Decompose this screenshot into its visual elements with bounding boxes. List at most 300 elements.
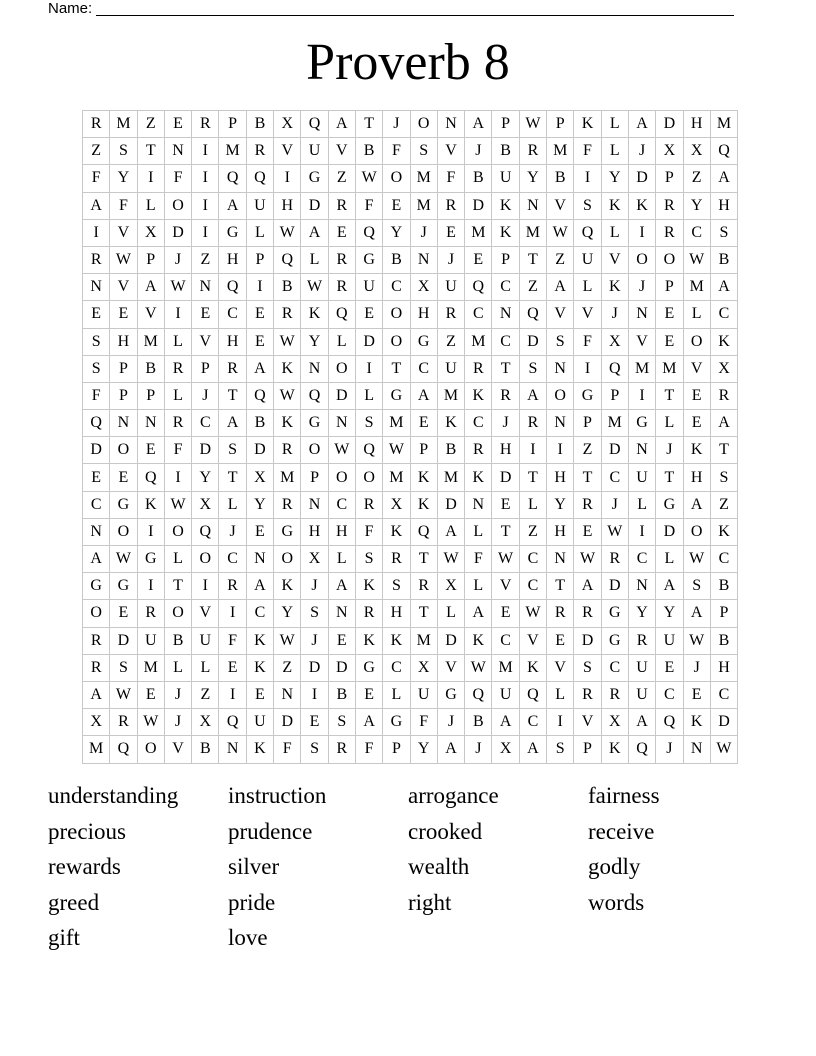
grid-cell[interactable]: O: [328, 355, 355, 382]
grid-cell[interactable]: E: [246, 328, 273, 355]
grid-cell[interactable]: O: [274, 546, 301, 573]
grid-cell[interactable]: P: [110, 382, 137, 409]
grid-cell[interactable]: E: [547, 627, 574, 654]
grid-cell[interactable]: J: [656, 736, 683, 763]
grid-cell[interactable]: N: [246, 546, 273, 573]
grid-cell[interactable]: B: [465, 165, 492, 192]
grid-cell[interactable]: S: [574, 192, 601, 219]
grid-cell[interactable]: F: [355, 192, 382, 219]
grid-cell[interactable]: Q: [83, 410, 110, 437]
grid-cell[interactable]: A: [492, 709, 519, 736]
grid-cell[interactable]: T: [355, 111, 382, 138]
grid-cell[interactable]: N: [110, 410, 137, 437]
grid-cell[interactable]: X: [683, 138, 710, 165]
grid-cell[interactable]: G: [219, 219, 246, 246]
grid-cell[interactable]: P: [574, 736, 601, 763]
grid-cell[interactable]: E: [683, 382, 710, 409]
grid-cell[interactable]: N: [547, 546, 574, 573]
grid-cell[interactable]: P: [219, 111, 246, 138]
grid-cell[interactable]: P: [246, 246, 273, 273]
grid-cell[interactable]: R: [355, 600, 382, 627]
grid-cell[interactable]: C: [465, 301, 492, 328]
grid-cell[interactable]: K: [628, 192, 655, 219]
grid-cell[interactable]: E: [246, 518, 273, 545]
grid-cell[interactable]: M: [601, 410, 628, 437]
grid-cell[interactable]: B: [164, 627, 191, 654]
grid-cell[interactable]: Q: [137, 464, 164, 491]
grid-cell[interactable]: H: [683, 464, 710, 491]
grid-cell[interactable]: R: [601, 681, 628, 708]
grid-cell[interactable]: K: [683, 437, 710, 464]
grid-cell[interactable]: C: [628, 546, 655, 573]
grid-cell[interactable]: C: [710, 301, 737, 328]
grid-cell[interactable]: E: [246, 681, 273, 708]
grid-cell[interactable]: Z: [192, 681, 219, 708]
grid-cell[interactable]: R: [219, 355, 246, 382]
grid-cell[interactable]: R: [83, 246, 110, 273]
grid-cell[interactable]: B: [383, 246, 410, 273]
grid-cell[interactable]: F: [83, 165, 110, 192]
grid-cell[interactable]: R: [437, 301, 464, 328]
grid-cell[interactable]: G: [410, 328, 437, 355]
grid-cell[interactable]: G: [355, 246, 382, 273]
grid-cell[interactable]: M: [410, 627, 437, 654]
grid-cell[interactable]: C: [492, 627, 519, 654]
grid-cell[interactable]: K: [274, 410, 301, 437]
grid-cell[interactable]: K: [383, 518, 410, 545]
grid-cell[interactable]: T: [519, 464, 546, 491]
grid-cell[interactable]: N: [83, 274, 110, 301]
grid-cell[interactable]: N: [83, 518, 110, 545]
grid-cell[interactable]: S: [519, 355, 546, 382]
grid-cell[interactable]: G: [628, 410, 655, 437]
grid-cell[interactable]: D: [110, 627, 137, 654]
grid-cell[interactable]: W: [683, 546, 710, 573]
grid-cell[interactable]: I: [519, 437, 546, 464]
grid-cell[interactable]: R: [519, 138, 546, 165]
grid-cell[interactable]: E: [383, 192, 410, 219]
grid-cell[interactable]: F: [465, 546, 492, 573]
grid-cell[interactable]: L: [547, 681, 574, 708]
grid-cell[interactable]: R: [656, 219, 683, 246]
grid-cell[interactable]: L: [355, 382, 382, 409]
grid-cell[interactable]: Z: [328, 165, 355, 192]
grid-cell[interactable]: F: [574, 138, 601, 165]
grid-cell[interactable]: M: [519, 219, 546, 246]
grid-cell[interactable]: D: [246, 437, 273, 464]
grid-cell[interactable]: B: [465, 709, 492, 736]
grid-cell[interactable]: X: [301, 546, 328, 573]
grid-cell[interactable]: X: [492, 736, 519, 763]
grid-cell[interactable]: A: [628, 709, 655, 736]
grid-cell[interactable]: S: [410, 138, 437, 165]
grid-cell[interactable]: U: [137, 627, 164, 654]
grid-cell[interactable]: P: [192, 355, 219, 382]
grid-cell[interactable]: O: [328, 464, 355, 491]
grid-cell[interactable]: G: [110, 573, 137, 600]
grid-cell[interactable]: J: [601, 301, 628, 328]
grid-cell[interactable]: D: [301, 192, 328, 219]
grid-cell[interactable]: V: [137, 301, 164, 328]
grid-cell[interactable]: Y: [301, 328, 328, 355]
grid-cell[interactable]: X: [137, 219, 164, 246]
grid-cell[interactable]: D: [601, 573, 628, 600]
grid-cell[interactable]: X: [601, 328, 628, 355]
grid-cell[interactable]: H: [710, 192, 737, 219]
grid-cell[interactable]: N: [683, 736, 710, 763]
grid-cell[interactable]: T: [710, 437, 737, 464]
grid-cell[interactable]: P: [710, 600, 737, 627]
grid-cell[interactable]: R: [164, 355, 191, 382]
grid-cell[interactable]: V: [110, 219, 137, 246]
grid-cell[interactable]: I: [192, 165, 219, 192]
grid-cell[interactable]: B: [246, 111, 273, 138]
grid-cell[interactable]: N: [164, 138, 191, 165]
grid-cell[interactable]: E: [355, 301, 382, 328]
grid-cell[interactable]: X: [246, 464, 273, 491]
grid-cell[interactable]: Q: [301, 111, 328, 138]
grid-cell[interactable]: D: [301, 654, 328, 681]
grid-cell[interactable]: K: [601, 736, 628, 763]
grid-cell[interactable]: L: [192, 654, 219, 681]
grid-cell[interactable]: Z: [192, 246, 219, 273]
grid-cell[interactable]: K: [383, 627, 410, 654]
grid-cell[interactable]: M: [383, 464, 410, 491]
grid-cell[interactable]: O: [383, 165, 410, 192]
grid-cell[interactable]: H: [547, 518, 574, 545]
grid-cell[interactable]: W: [519, 600, 546, 627]
grid-cell[interactable]: Q: [628, 736, 655, 763]
grid-cell[interactable]: L: [164, 328, 191, 355]
grid-cell[interactable]: C: [492, 274, 519, 301]
grid-cell[interactable]: V: [574, 709, 601, 736]
grid-cell[interactable]: O: [628, 246, 655, 273]
grid-cell[interactable]: I: [246, 274, 273, 301]
grid-cell[interactable]: S: [83, 355, 110, 382]
grid-cell[interactable]: I: [192, 138, 219, 165]
grid-cell[interactable]: N: [328, 410, 355, 437]
grid-cell[interactable]: I: [628, 518, 655, 545]
grid-cell[interactable]: S: [301, 736, 328, 763]
grid-cell[interactable]: C: [492, 328, 519, 355]
grid-cell[interactable]: V: [192, 600, 219, 627]
grid-cell[interactable]: F: [383, 138, 410, 165]
grid-cell[interactable]: A: [710, 165, 737, 192]
grid-cell[interactable]: Z: [547, 246, 574, 273]
grid-cell[interactable]: I: [164, 464, 191, 491]
grid-cell[interactable]: R: [410, 573, 437, 600]
grid-cell[interactable]: M: [410, 192, 437, 219]
grid-cell[interactable]: R: [574, 491, 601, 518]
grid-cell[interactable]: A: [246, 355, 273, 382]
grid-cell[interactable]: Q: [519, 681, 546, 708]
grid-cell[interactable]: V: [601, 246, 628, 273]
grid-cell[interactable]: I: [164, 301, 191, 328]
grid-cell[interactable]: Q: [656, 709, 683, 736]
grid-cell[interactable]: E: [437, 219, 464, 246]
grid-cell[interactable]: V: [192, 328, 219, 355]
grid-cell[interactable]: S: [301, 600, 328, 627]
grid-cell[interactable]: T: [492, 518, 519, 545]
grid-cell[interactable]: R: [274, 301, 301, 328]
grid-cell[interactable]: R: [710, 382, 737, 409]
grid-cell[interactable]: R: [437, 192, 464, 219]
grid-cell[interactable]: R: [328, 736, 355, 763]
grid-cell[interactable]: J: [492, 410, 519, 437]
grid-cell[interactable]: H: [110, 328, 137, 355]
grid-cell[interactable]: R: [519, 410, 546, 437]
grid-cell[interactable]: Y: [628, 600, 655, 627]
grid-cell[interactable]: S: [110, 138, 137, 165]
grid-cell[interactable]: W: [274, 382, 301, 409]
grid-cell[interactable]: T: [492, 355, 519, 382]
grid-cell[interactable]: Z: [274, 654, 301, 681]
grid-cell[interactable]: I: [628, 382, 655, 409]
grid-cell[interactable]: A: [137, 274, 164, 301]
grid-cell[interactable]: E: [465, 246, 492, 273]
grid-cell[interactable]: W: [465, 654, 492, 681]
grid-cell[interactable]: I: [219, 681, 246, 708]
grid-cell[interactable]: T: [164, 573, 191, 600]
grid-cell[interactable]: B: [710, 246, 737, 273]
grid-cell[interactable]: Z: [83, 138, 110, 165]
grid-cell[interactable]: C: [519, 709, 546, 736]
grid-cell[interactable]: Z: [137, 111, 164, 138]
grid-cell[interactable]: K: [437, 410, 464, 437]
grid-cell[interactable]: U: [192, 627, 219, 654]
grid-cell[interactable]: O: [683, 518, 710, 545]
grid-cell[interactable]: J: [301, 573, 328, 600]
grid-cell[interactable]: T: [383, 355, 410, 382]
grid-cell[interactable]: J: [164, 681, 191, 708]
grid-cell[interactable]: D: [328, 382, 355, 409]
grid-cell[interactable]: O: [383, 328, 410, 355]
grid-cell[interactable]: W: [710, 736, 737, 763]
grid-cell[interactable]: I: [274, 165, 301, 192]
grid-cell[interactable]: W: [137, 709, 164, 736]
grid-cell[interactable]: E: [110, 301, 137, 328]
grid-cell[interactable]: C: [192, 410, 219, 437]
grid-cell[interactable]: S: [710, 219, 737, 246]
grid-cell[interactable]: O: [164, 192, 191, 219]
grid-cell[interactable]: M: [492, 654, 519, 681]
grid-cell[interactable]: M: [110, 111, 137, 138]
grid-cell[interactable]: Y: [192, 464, 219, 491]
grid-cell[interactable]: Q: [219, 274, 246, 301]
grid-cell[interactable]: U: [492, 165, 519, 192]
grid-cell[interactable]: K: [601, 274, 628, 301]
grid-cell[interactable]: W: [164, 491, 191, 518]
grid-cell[interactable]: I: [219, 600, 246, 627]
grid-cell[interactable]: Y: [410, 736, 437, 763]
grid-cell[interactable]: W: [110, 681, 137, 708]
grid-cell[interactable]: M: [547, 138, 574, 165]
grid-cell[interactable]: Q: [355, 437, 382, 464]
grid-cell[interactable]: I: [355, 355, 382, 382]
grid-cell[interactable]: L: [437, 600, 464, 627]
grid-cell[interactable]: L: [328, 546, 355, 573]
grid-cell[interactable]: J: [383, 111, 410, 138]
grid-cell[interactable]: N: [628, 437, 655, 464]
grid-cell[interactable]: L: [219, 491, 246, 518]
grid-cell[interactable]: A: [519, 736, 546, 763]
grid-cell[interactable]: C: [383, 274, 410, 301]
grid-cell[interactable]: I: [574, 355, 601, 382]
grid-cell[interactable]: W: [683, 627, 710, 654]
grid-cell[interactable]: N: [274, 681, 301, 708]
grid-cell[interactable]: V: [110, 274, 137, 301]
grid-cell[interactable]: B: [710, 627, 737, 654]
grid-cell[interactable]: T: [137, 138, 164, 165]
grid-cell[interactable]: L: [465, 518, 492, 545]
grid-cell[interactable]: B: [355, 138, 382, 165]
grid-cell[interactable]: R: [110, 709, 137, 736]
grid-cell[interactable]: O: [83, 600, 110, 627]
grid-cell[interactable]: H: [547, 464, 574, 491]
grid-cell[interactable]: J: [164, 709, 191, 736]
grid-cell[interactable]: O: [110, 437, 137, 464]
grid-cell[interactable]: W: [519, 111, 546, 138]
grid-cell[interactable]: W: [274, 328, 301, 355]
grid-cell[interactable]: E: [328, 219, 355, 246]
grid-cell[interactable]: P: [110, 355, 137, 382]
grid-cell[interactable]: D: [274, 709, 301, 736]
grid-cell[interactable]: G: [83, 573, 110, 600]
grid-cell[interactable]: E: [301, 709, 328, 736]
grid-cell[interactable]: W: [328, 437, 355, 464]
grid-cell[interactable]: V: [274, 138, 301, 165]
grid-cell[interactable]: G: [656, 491, 683, 518]
grid-cell[interactable]: N: [492, 301, 519, 328]
grid-cell[interactable]: J: [465, 736, 492, 763]
grid-cell[interactable]: O: [137, 736, 164, 763]
grid-cell[interactable]: R: [492, 382, 519, 409]
grid-cell[interactable]: A: [710, 274, 737, 301]
grid-cell[interactable]: R: [383, 546, 410, 573]
grid-cell[interactable]: L: [164, 382, 191, 409]
grid-cell[interactable]: P: [383, 736, 410, 763]
grid-cell[interactable]: J: [437, 709, 464, 736]
grid-cell[interactable]: P: [492, 246, 519, 273]
grid-cell[interactable]: Z: [519, 274, 546, 301]
grid-cell[interactable]: N: [628, 573, 655, 600]
grid-cell[interactable]: S: [355, 410, 382, 437]
grid-cell[interactable]: W: [164, 274, 191, 301]
grid-cell[interactable]: R: [274, 491, 301, 518]
grid-cell[interactable]: N: [628, 301, 655, 328]
grid-cell[interactable]: V: [574, 301, 601, 328]
grid-cell[interactable]: W: [547, 219, 574, 246]
grid-cell[interactable]: M: [437, 464, 464, 491]
grid-cell[interactable]: G: [437, 681, 464, 708]
grid-cell[interactable]: B: [137, 355, 164, 382]
grid-cell[interactable]: L: [574, 274, 601, 301]
grid-cell[interactable]: C: [519, 546, 546, 573]
grid-cell[interactable]: A: [355, 709, 382, 736]
grid-cell[interactable]: S: [710, 464, 737, 491]
grid-cell[interactable]: N: [301, 355, 328, 382]
grid-cell[interactable]: E: [492, 491, 519, 518]
grid-cell[interactable]: J: [301, 627, 328, 654]
grid-cell[interactable]: C: [465, 410, 492, 437]
grid-cell[interactable]: K: [410, 491, 437, 518]
grid-cell[interactable]: K: [519, 654, 546, 681]
grid-cell[interactable]: J: [437, 246, 464, 273]
grid-cell[interactable]: E: [246, 301, 273, 328]
grid-cell[interactable]: O: [656, 246, 683, 273]
grid-cell[interactable]: N: [301, 491, 328, 518]
grid-cell[interactable]: M: [410, 165, 437, 192]
grid-cell[interactable]: B: [547, 165, 574, 192]
grid-cell[interactable]: Z: [683, 165, 710, 192]
grid-cell[interactable]: E: [83, 464, 110, 491]
grid-cell[interactable]: W: [437, 546, 464, 573]
grid-cell[interactable]: S: [574, 654, 601, 681]
grid-cell[interactable]: O: [547, 382, 574, 409]
grid-cell[interactable]: P: [137, 246, 164, 273]
grid-cell[interactable]: E: [219, 654, 246, 681]
grid-cell[interactable]: D: [437, 627, 464, 654]
grid-cell[interactable]: Q: [574, 219, 601, 246]
grid-cell[interactable]: Q: [519, 301, 546, 328]
grid-cell[interactable]: X: [437, 573, 464, 600]
grid-cell[interactable]: Q: [246, 382, 273, 409]
grid-cell[interactable]: M: [628, 355, 655, 382]
grid-cell[interactable]: D: [465, 192, 492, 219]
grid-cell[interactable]: E: [164, 111, 191, 138]
grid-cell[interactable]: V: [437, 138, 464, 165]
grid-cell[interactable]: Q: [710, 138, 737, 165]
grid-cell[interactable]: X: [192, 709, 219, 736]
grid-cell[interactable]: D: [437, 491, 464, 518]
grid-cell[interactable]: C: [656, 681, 683, 708]
grid-cell[interactable]: J: [656, 437, 683, 464]
grid-cell[interactable]: G: [601, 627, 628, 654]
grid-cell[interactable]: B: [274, 274, 301, 301]
grid-cell[interactable]: F: [437, 165, 464, 192]
grid-cell[interactable]: P: [492, 111, 519, 138]
grid-cell[interactable]: A: [437, 518, 464, 545]
grid-cell[interactable]: Z: [437, 328, 464, 355]
grid-cell[interactable]: V: [328, 138, 355, 165]
grid-cell[interactable]: A: [301, 219, 328, 246]
grid-cell[interactable]: I: [301, 681, 328, 708]
grid-cell[interactable]: H: [219, 246, 246, 273]
grid-cell[interactable]: L: [328, 328, 355, 355]
grid-cell[interactable]: H: [219, 328, 246, 355]
grid-cell[interactable]: W: [355, 165, 382, 192]
grid-cell[interactable]: E: [656, 328, 683, 355]
grid-cell[interactable]: U: [410, 681, 437, 708]
grid-cell[interactable]: M: [137, 654, 164, 681]
grid-cell[interactable]: Q: [219, 165, 246, 192]
grid-cell[interactable]: R: [328, 246, 355, 273]
grid-cell[interactable]: C: [683, 219, 710, 246]
grid-cell[interactable]: N: [219, 736, 246, 763]
grid-cell[interactable]: H: [492, 437, 519, 464]
grid-cell[interactable]: J: [410, 219, 437, 246]
grid-cell[interactable]: D: [710, 709, 737, 736]
grid-cell[interactable]: R: [574, 600, 601, 627]
grid-cell[interactable]: U: [355, 274, 382, 301]
grid-cell[interactable]: G: [301, 165, 328, 192]
grid-cell[interactable]: X: [192, 491, 219, 518]
grid-cell[interactable]: O: [164, 518, 191, 545]
grid-cell[interactable]: D: [601, 437, 628, 464]
grid-cell[interactable]: E: [683, 410, 710, 437]
grid-cell[interactable]: B: [192, 736, 219, 763]
grid-cell[interactable]: A: [710, 410, 737, 437]
